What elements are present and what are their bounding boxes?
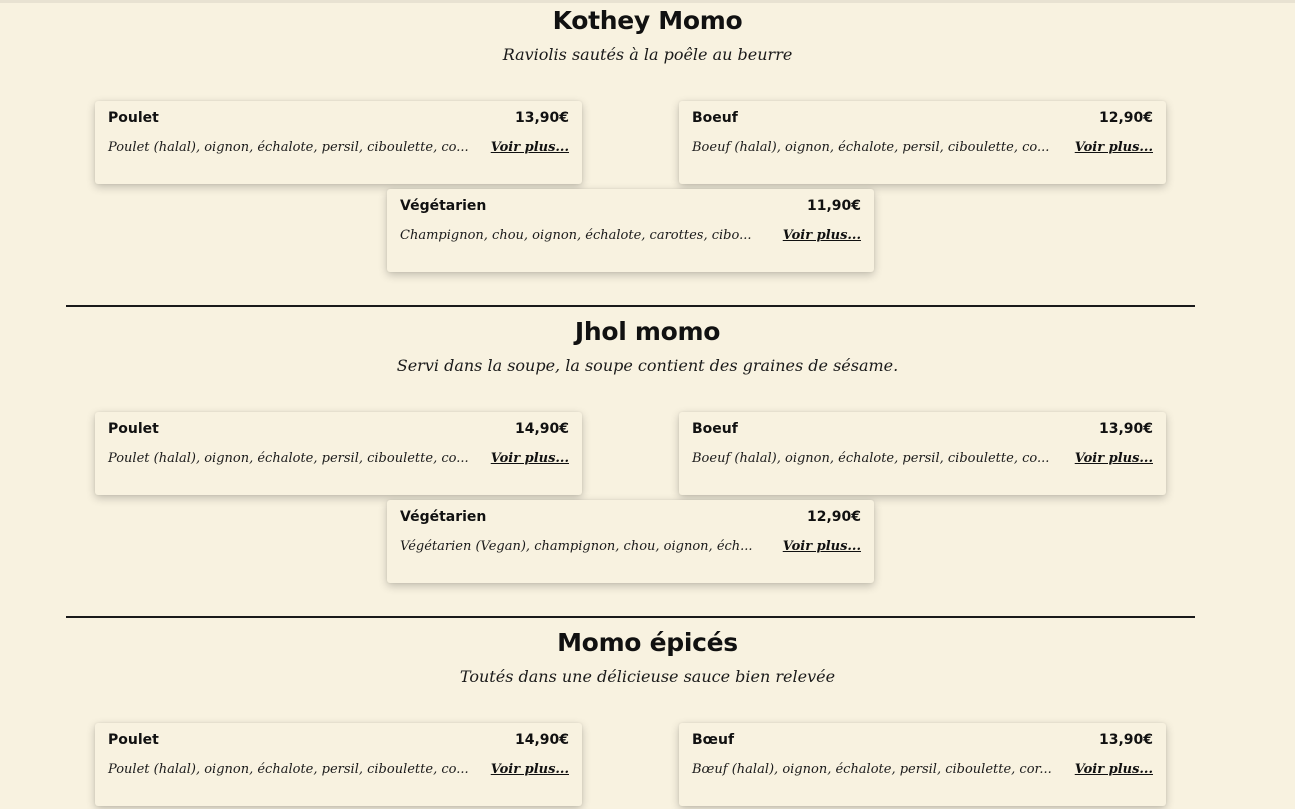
item-price: 14,90€ (514, 421, 569, 437)
item-description: Boeuf (halal), oignon, échalote, persil, ciboulette, co... (692, 140, 1050, 155)
item-name: Poulet (108, 421, 159, 437)
see-more-link[interactable]: Voir plus... (782, 228, 861, 243)
menu-item-card[interactable] (95, 412, 582, 495)
item-price: 12,90€ (1098, 110, 1153, 126)
item-price: 13,90€ (1098, 421, 1153, 437)
see-more-link[interactable]: Voir plus... (1074, 451, 1153, 466)
see-more-link[interactable]: Voir plus... (490, 762, 569, 777)
item-name: Poulet (108, 732, 159, 748)
item-name: Boeuf (692, 421, 738, 437)
item-description: Bœuf (halal), oignon, échalote, persil, ciboulette, cor... (692, 762, 1052, 777)
see-more-link[interactable]: Voir plus... (490, 451, 569, 466)
section-title: Momo épicés (557, 628, 738, 657)
menu-item-card[interactable] (679, 723, 1166, 806)
menu-item-card[interactable] (387, 500, 874, 583)
menu-item-card[interactable] (679, 412, 1166, 495)
item-description: Poulet (halal), oignon, échalote, persil, ciboulette, co... (108, 762, 469, 777)
item-name: Boeuf (692, 110, 738, 126)
menu-item-card[interactable] (95, 101, 582, 184)
menu-item-card[interactable] (679, 101, 1166, 184)
item-price: 13,90€ (514, 110, 569, 126)
menu-item-card[interactable] (95, 723, 582, 806)
see-more-link[interactable]: Voir plus... (782, 539, 861, 554)
item-name: Végétarien (400, 198, 487, 214)
section-title: Kothey Momo (552, 6, 743, 35)
top-border (0, 0, 1295, 3)
item-description: Boeuf (halal), oignon, échalote, persil, ciboulette, co... (692, 451, 1050, 466)
see-more-link[interactable]: Voir plus... (1074, 762, 1153, 777)
section-divider (66, 305, 1195, 307)
item-price: 14,90€ (514, 732, 569, 748)
section-subtitle: Servi dans la soupe, la soupe contient des graines de sésame. (396, 356, 899, 375)
section-subtitle: Raviolis sautés à la poêle au beurre (502, 45, 793, 64)
see-more-link[interactable]: Voir plus... (490, 140, 569, 155)
item-description: Poulet (halal), oignon, échalote, persil, ciboulette, co... (108, 140, 469, 155)
section-title: Jhol momo (574, 317, 721, 346)
see-more-link[interactable]: Voir plus... (1074, 140, 1153, 155)
item-description: Champignon, chou, oignon, échalote, carottes, cibo... (400, 228, 752, 243)
item-name: Végétarien (400, 509, 487, 525)
menu-item-card[interactable] (387, 189, 874, 272)
section-divider (66, 616, 1195, 618)
item-name: Bœuf (692, 732, 735, 748)
item-price: 11,90€ (806, 198, 861, 214)
item-description: Végétarien (Vegan), champignon, chou, oignon, éch... (400, 539, 753, 554)
section-subtitle: Toutés dans une délicieuse sauce bien relevée (459, 667, 836, 686)
item-price: 12,90€ (806, 509, 861, 525)
item-name: Poulet (108, 110, 159, 126)
item-description: Poulet (halal), oignon, échalote, persil, ciboulette, co... (108, 451, 469, 466)
item-price: 13,90€ (1098, 732, 1153, 748)
